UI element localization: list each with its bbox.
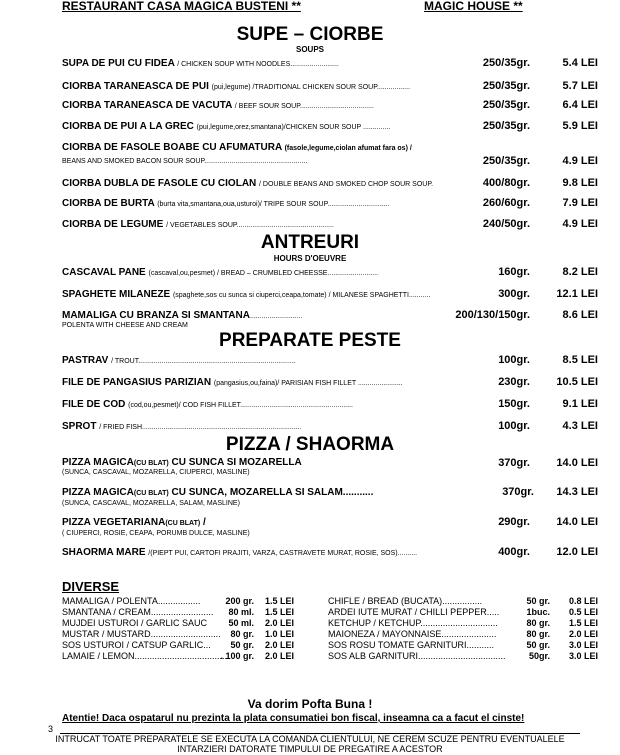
item-price: 12.1 LEI	[556, 288, 598, 300]
item-name: MAIONEZA / MAYONNAISE......................	[328, 629, 497, 639]
item-name: SUPA DE PUI CU FIDEA	[62, 58, 175, 69]
item-detail: (pui,legume,orez,smantana)/CHICKEN SOUR SOUP ..............	[196, 124, 391, 131]
item-qty: 50 gr.	[526, 640, 550, 650]
item-price: 12.0 LEI	[556, 546, 598, 558]
item-note: ( CIUPERCI, ROSIE, CEAPA, PORUMB DULCE, MASLINE)	[62, 530, 250, 537]
item-price: 1.5 LEI	[264, 607, 294, 617]
item-detail: ...........................	[249, 313, 303, 320]
item-name: FILE DE COD	[62, 399, 126, 410]
item-note: POLENTA WITH CHEESE AND CREAM	[62, 322, 188, 329]
item-price: 14.3 LEI	[556, 486, 598, 498]
page-number: 3	[48, 724, 54, 734]
item-price: 5.9 LEI	[562, 120, 598, 132]
item-detail: / VEGETABLES SOUP..................................................	[166, 222, 334, 229]
item-qty: 370gr.	[498, 457, 530, 469]
item-name: SOS ALB GARNITURI...................................	[328, 651, 506, 661]
item-price: 2.0 LEI	[264, 640, 294, 650]
item-qty: 250/35gr.	[482, 155, 530, 167]
item-qty: 50 gr.	[526, 596, 550, 606]
item-price: 1.0 LEI	[264, 629, 294, 639]
item-name: CIORBA DE LEGUME	[62, 219, 164, 230]
item-qty: 80 gr.	[526, 618, 550, 628]
item-detail: / TROUT.................................................................................	[111, 358, 296, 365]
item-qty: 160gr.	[498, 266, 530, 278]
item-qty: 240/50gr.	[482, 218, 530, 230]
item-detail: (spaghete,sos cu sunca si ciuperci,ceapa,tomate) / MILANESE SPAGHETTI...........	[172, 292, 431, 299]
item-qty: 50gr.	[528, 651, 550, 661]
item-price: 3.0 LEI	[568, 651, 598, 661]
item-qty: 400/80gr.	[482, 177, 530, 189]
section-title-diverse: DIVERSE	[62, 579, 120, 594]
item-name-rest: CU SUNCA, MOZARELLA SI SALAM...........	[171, 487, 374, 498]
item-qty: 80 ml.	[228, 607, 254, 617]
section-title-starters: ANTREURI	[260, 232, 360, 253]
item-qty: 230gr.	[498, 376, 530, 388]
item-name: KETCHUP / KETCHUP...............................	[328, 618, 498, 628]
item-price: 7.9 LEI	[562, 197, 598, 209]
item-name: CIORBA TARANEASCA DE VACUTA	[62, 100, 232, 111]
section-subtitle-starters: HOURS D'OEUVRE	[273, 254, 347, 263]
item-name: PASTRAV	[62, 355, 109, 366]
item-name: ARDEI IUTE MURAT / CHILLI PEPPER.....	[328, 607, 500, 617]
item-price: 14.0 LEI	[556, 457, 598, 469]
item-price: 1.5 LEI	[264, 596, 294, 606]
item-qty: 1buc.	[526, 607, 550, 617]
item-price: 2.0 LEI	[264, 651, 294, 661]
item-name: MAMALIGA / POLENTA.................	[62, 596, 201, 606]
item-price: 10.5 LEI	[556, 376, 598, 388]
item-price: 9.1 LEI	[562, 398, 598, 410]
item-name: SPAGHETE MILANEZE	[62, 289, 171, 300]
receipt-notice: Atentie! Daca ospatarul nu prezinta la plata consumatiei bon fiscal, inseamna ca a facut el cinste!	[62, 713, 525, 724]
item-name: CIORBA DE PUI A LA GREC	[62, 121, 194, 132]
item-price: 6.4 LEI	[562, 99, 598, 111]
item-tag: (CU BLAT)	[133, 490, 169, 497]
item-price: 0.5 LEI	[568, 607, 598, 617]
item-name: CIORBA DUBLA DE FASOLE CU CIOLAN	[62, 178, 257, 189]
item-qty: 150gr.	[498, 398, 530, 410]
item-tag: (CU BLAT)	[165, 520, 201, 527]
item-price: 5.4 LEI	[562, 57, 598, 69]
item-qty: 50 ml.	[228, 618, 254, 628]
item-detail: / DOUBLE BEANS AND SMOKED CHOP SOUR SOUP.	[259, 181, 434, 188]
item-detail: (cascaval,ou,pesmet) / BREAD – CRUMBLED CHEESSE..........................	[148, 270, 379, 277]
item-qty: 250/35gr.	[482, 57, 530, 69]
item-name: CHIFLE / BREAD (BUCATA)................	[328, 596, 483, 606]
item-price: 4.9 LEI	[562, 218, 598, 230]
section-title-fish: PREPARATE PESTE	[219, 330, 401, 351]
item-note: (SUNCA, CASCAVAL, MOZARELLA, CIUPERCI, MASLINE)	[62, 469, 250, 476]
item-detail: (pui,legume) /TRADITIONAL CHICKEN SOUR SOUP.................	[211, 84, 411, 91]
item-qty: 200 gr.	[225, 596, 254, 606]
item-qty: . 100 gr.	[220, 651, 254, 661]
disclaimer-line-2: INTARZIERI DATORATE TIMPULUI DE PREGATIRE A ACESTOR	[177, 744, 443, 754]
item-name-rest: CU SUNCA SI MOZARELLA	[171, 457, 302, 468]
item-name: SOS USTUROI / CATSUP GARLIC...	[62, 640, 211, 650]
item-price: 5.7 LEI	[562, 80, 598, 92]
item-qty: 250/35gr.	[482, 120, 530, 132]
item-price: 0.8 LEI	[568, 596, 598, 606]
item-detail: (pangasius,ou,faina)/ PARISIAN FISH FILLET .......................	[213, 380, 403, 387]
item-price: 8.6 LEI	[562, 309, 598, 321]
item-price: 3.0 LEI	[568, 640, 598, 650]
item-qty: 250/35gr.	[482, 99, 530, 111]
item-price: 8.5 LEI	[562, 354, 598, 366]
item-name: PIZZA MAGICA	[62, 457, 134, 468]
item-qty: 100gr.	[498, 420, 530, 432]
item-detail: (burta vita,smantana,oua,usturoi)/ TRIPE SOUR SOUP................................	[157, 201, 390, 208]
item-price: 8.2 LEI	[562, 266, 598, 278]
item-name: PIZZA VEGETARIANA	[62, 517, 166, 528]
item-qty: 250/35gr.	[482, 80, 530, 92]
item-qty: 300gr.	[498, 288, 530, 300]
item-qty: 290gr.	[498, 516, 530, 528]
item-price: 9.8 LEI	[562, 177, 598, 189]
item-tag: (CU BLAT)	[133, 460, 169, 467]
section-title-soups: SUPE – CIORBE	[236, 24, 384, 45]
item-detail: / CHICKEN SOUP WITH NOODLES.........................	[177, 61, 339, 68]
item-price: 4.3 LEI	[562, 420, 598, 432]
item-note: (SUNCA, CASCAVAL, MOZARELLA, SALAM, MASLINE)	[62, 500, 240, 507]
item-detail: / FRIED FISH..................................................................................	[99, 424, 302, 431]
item-name: SPROT	[62, 421, 97, 432]
item-price: 2.0 LEI	[568, 629, 598, 639]
item-name: FILE DE PANGASIUS PARIZIAN	[62, 377, 212, 388]
restaurant-name: RESTAURANT CASA MAGICA BUSTENI **	[62, 0, 301, 13]
item-name: SHAORMA MARE	[62, 547, 146, 558]
item-qty: 80 gr.	[230, 629, 254, 639]
item-detail: /(PIEPT PUI, CARTOFI PRAJITI, VARZA, CASTRAVETE MURAT, ROSIE, SOS)..........	[148, 550, 418, 557]
item-detail: / BEEF SOUR SOUP......................................	[234, 103, 374, 110]
item-name: LAMAIE / LEMON.....................................	[62, 651, 228, 661]
item-qty: 80 gr.	[526, 629, 550, 639]
item-detail: (cod,ou,pesmet)/ COD FISH FILLET..........................................................	[128, 402, 353, 409]
section-title-pizza: PIZZA / SHAORMA	[225, 434, 395, 455]
item-price: 4.9 LEI	[562, 155, 598, 167]
item-name: SOS ROSU TOMATE GARNITURI...........	[328, 640, 495, 650]
item-name: CASCAVAL PANE	[62, 267, 146, 278]
item-name: CIORBA TARANEASCA DE PUI	[62, 81, 209, 92]
item-detail-continued: BEANS AND SMOKED BACON SOUR SOUP.....................................................	[62, 158, 308, 165]
item-qty: 100gr.	[498, 354, 530, 366]
item-name-rest: /	[203, 517, 206, 528]
item-name: CIORBA DE BURTA	[62, 198, 155, 209]
disclaimer-line-1: INTRUCAT TOATE PREPARATELE SE EXECUTA LA COMANDA CLIENTULUI, NE CEREM SCUZE PENTRU EVENTUALELE	[55, 734, 565, 744]
item-name: CIORBA DE FASOLE BOABE CU AFUMATURA	[62, 142, 282, 153]
section-subtitle-soups: SOUPS	[295, 45, 324, 54]
item-qty: 200/130/150gr.	[455, 309, 530, 321]
item-name: SMANTANA / CREAM.........................	[62, 607, 214, 617]
restaurant-name-en: MAGIC HOUSE **	[424, 0, 523, 13]
item-price: 14.0 LEI	[556, 516, 598, 528]
item-name: MAMALIGA CU BRANZA SI SMANTANA	[62, 310, 250, 321]
item-qty: 260/60gr.	[482, 197, 530, 209]
item-price: 2.0 LEI	[264, 618, 294, 628]
item-qty: 370gr.	[502, 486, 534, 498]
item-qty: 50 gr.	[230, 640, 254, 650]
item-price: 1.5 LEI	[568, 618, 598, 628]
item-detail: (fasole,legume,ciolan afumat fara os) /	[284, 145, 412, 152]
greeting: Va dorim Pofta Buna !	[247, 697, 373, 711]
item-name: MUJDEI USTUROI / GARLIC SAUC	[62, 618, 208, 628]
item-name: PIZZA MAGICA	[62, 487, 134, 498]
item-name: MUSTAR / MUSTARD............................	[62, 629, 221, 639]
item-qty: 400gr.	[498, 546, 530, 558]
